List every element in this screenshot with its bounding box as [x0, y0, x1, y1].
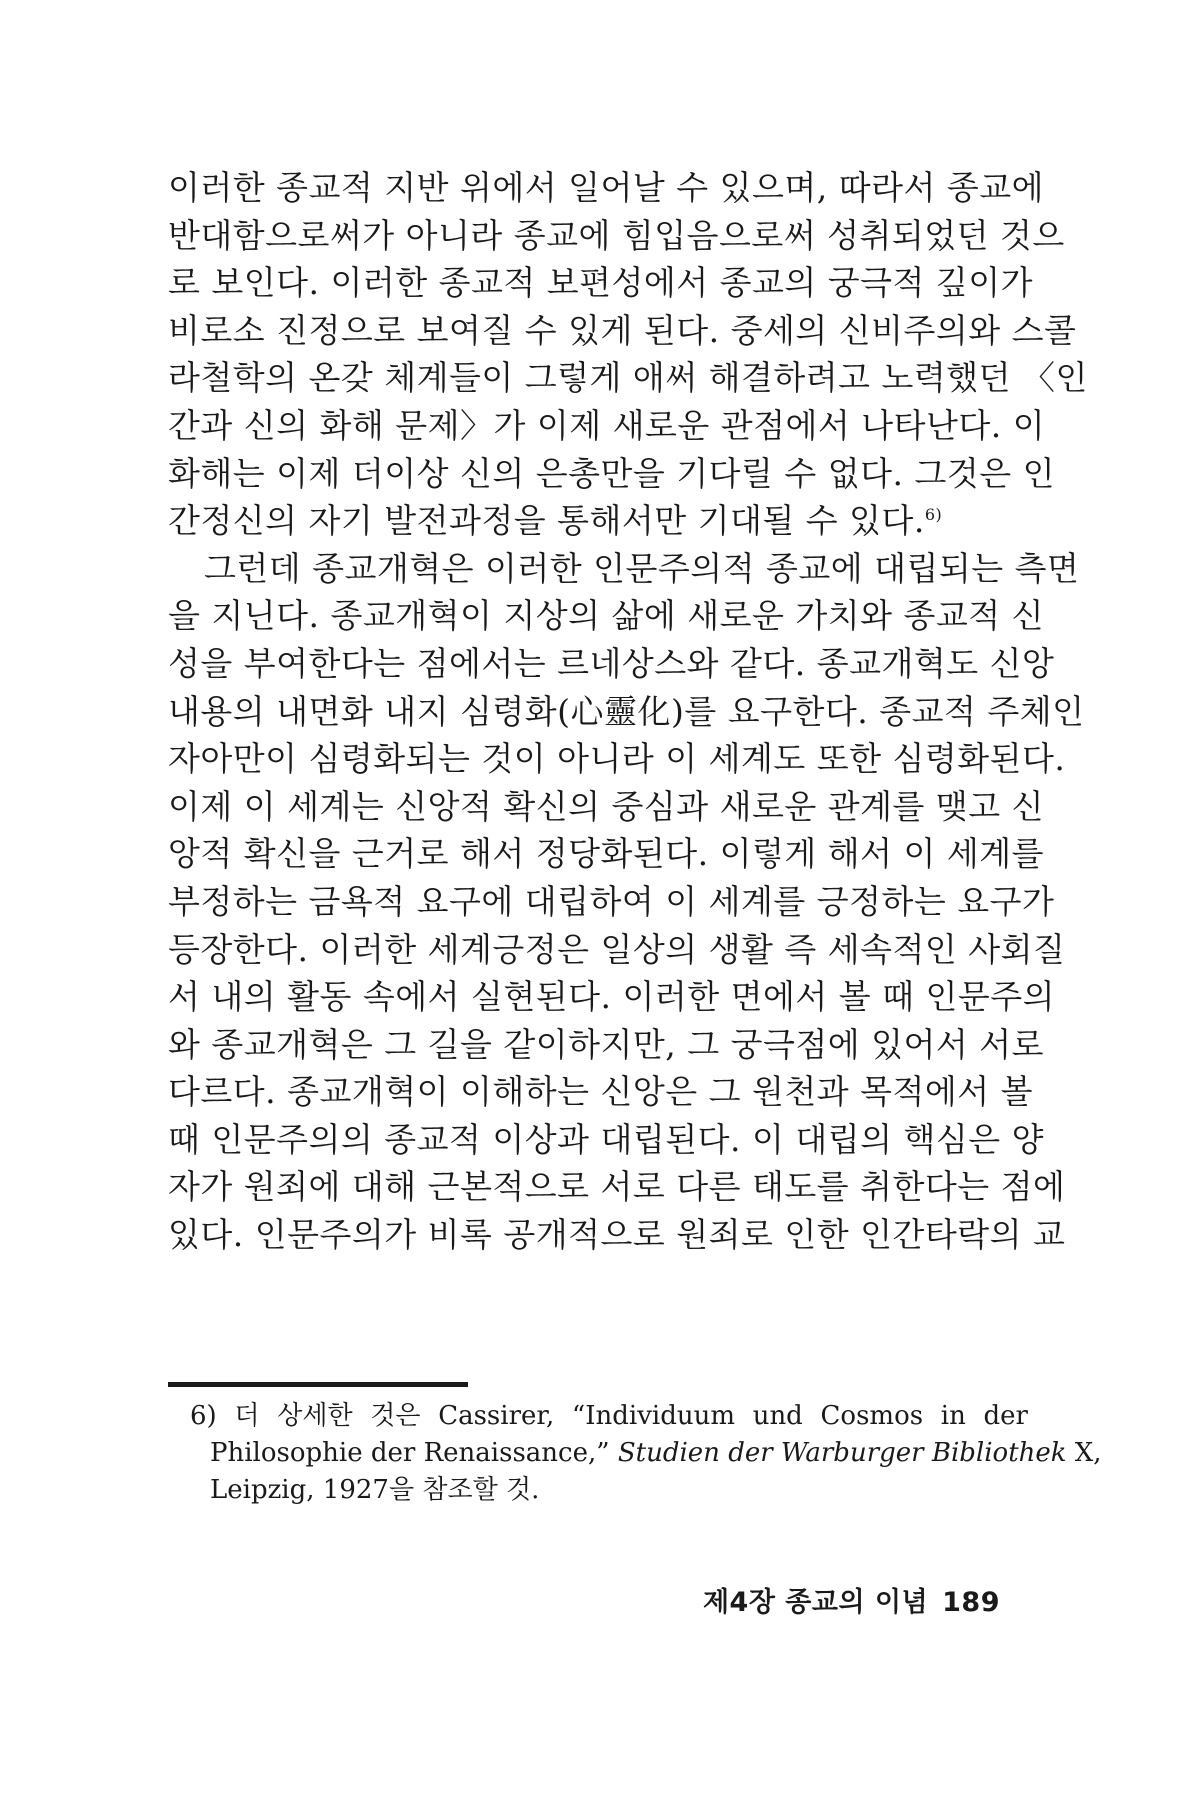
- page-number: 189: [942, 1587, 1000, 1618]
- text-line: 자가 원죄에 대해 근본적으로 서로 다른 태도를 취한다는 점에: [168, 1167, 1066, 1207]
- running-footer: [703, 1580, 1000, 1619]
- footnote-text: Philosophie der Renaissance,”: [210, 1438, 610, 1468]
- footnote-text: 더 상세한 것은 Cassirer, “Individuum und Cosmos in der: [234, 1401, 1028, 1431]
- footnote-line-3: Leipzig, 1927을 참조할 것.: [210, 1475, 540, 1505]
- chapter-title: 제4장 종교의 이념: [702, 1587, 929, 1618]
- text-line: 이제 이 세계는 신앙적 확신의 중심과 새로운 관계를 맺고 신: [168, 786, 1044, 826]
- text-line: 반대함으로써가 아니라 종교에 힘입음으로써 성취되었던 것으: [168, 215, 1065, 255]
- text-line: 비로소 진정으로 보여질 수 있게 된다. 중세의 신비주의와 스콜: [168, 310, 1077, 350]
- text-line: 이러한 종교적 지반 위에서 일어날 수 있으며, 따라서 종교에: [168, 168, 1044, 207]
- text-line: 을 지닌다. 종교개혁이 지상의 삶에 새로운 가치와 종교적 신: [168, 596, 1044, 636]
- text-line: 성을 부여한다는 점에서는 르네상스와 같다. 종교개혁도 신앙: [168, 643, 1055, 683]
- text-line: 부정하는 금욕적 요구에 대립하여 이 세계를 긍정하는 요구가: [168, 881, 1055, 921]
- text-line: 있다. 인문주의가 비록 공개적으로 원죄로 인한 인간타락의 교: [168, 1215, 1066, 1255]
- text-line: 등장한다. 이러한 세계긍정은 일상의 생활 즉 세속적인 사회질: [168, 929, 1066, 969]
- text-line: 때 인문주의의 종교적 이상과 대립된다. 이 대립의 핵심은 양: [168, 1119, 1044, 1159]
- text-line: 화해는 이제 더이상 신의 은총만을 기다릴 수 없다. 그것은 인: [168, 453, 1055, 493]
- footnote: [190, 1398, 1102, 1509]
- text-line-with-footnote: [168, 497, 1028, 545]
- text-line: 그런데 종교개혁은 이러한 인문주의적 종교에 대립되는 측면: [204, 548, 1080, 588]
- footnote-line-2: [190, 1435, 1102, 1472]
- footnote-marker: 6): [190, 1401, 217, 1431]
- text-line: 라철학의 온갖 체계들이 그렇게 애써 해결하려고 노력했던 〈인: [168, 358, 1088, 398]
- footnote-journal-title: Studien der Warburger Bibliothek: [617, 1438, 1067, 1468]
- text-line: 로 보인다. 이러한 종교적 보편성에서 종교의 궁극적 깊이가: [168, 263, 1033, 303]
- text-line: 간과 신의 화해 문제〉가 이제 새로운 관점에서 나타난다. 이: [168, 405, 1046, 445]
- body-text: [168, 164, 1088, 1259]
- footnote-text: X,: [1074, 1438, 1102, 1468]
- text-line: 서 내의 활동 속에서 실현된다. 이러한 면에서 볼 때 인문주의: [168, 977, 1055, 1017]
- footnote-line-1: [190, 1398, 1028, 1435]
- text-line: 와 종교개혁은 그 길을 같이하지만, 그 궁극점에 있어서 서로: [168, 1024, 1044, 1064]
- footnote-divider: [168, 1382, 468, 1387]
- footnote-reference[interactable]: 6): [924, 505, 943, 525]
- text-line: 내용의 내면화 내지 심령화(心靈化)를 요구한다. 종교적 주체인: [168, 691, 1085, 731]
- text-line: 앙적 확신을 근거로 해서 정당화된다. 이렇게 해서 이 세계를: [168, 834, 1044, 874]
- text-line: 자아만이 심령화되는 것이 아니라 이 세계도 또한 심령화된다.: [168, 739, 1066, 779]
- text-line: 간정신의 자기 발전과정을 통해서만 기대될 수 있다.: [168, 501, 925, 541]
- text-line: 다르다. 종교개혁이 이해하는 신앙은 그 원천과 목적에서 볼: [168, 1072, 1033, 1112]
